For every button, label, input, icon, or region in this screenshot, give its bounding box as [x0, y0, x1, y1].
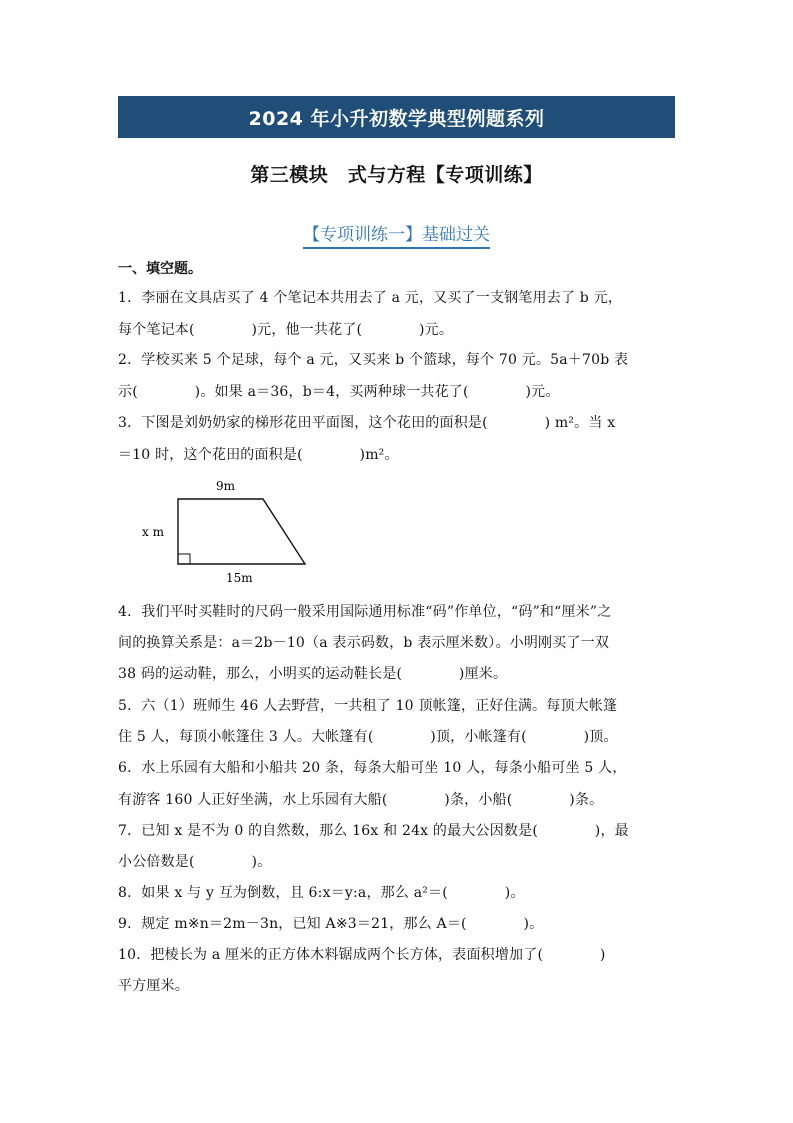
part-heading: 一、填空题。 [118, 261, 202, 277]
trapezoid-shape [178, 499, 305, 564]
height-label: x m [142, 525, 164, 539]
section-title-text: 【专项训练一】基础过关 [303, 220, 490, 249]
bottom-base-label: 15m [226, 571, 253, 585]
question-line: 8．如果 x 与 y 互为倒数，且 6:x＝y:a，那么 a²＝( )。 [118, 885, 525, 901]
banner-title: 2024 年小升初数学典型例题系列 [248, 107, 545, 130]
question-line: 10．把棱长为 a 厘米的正方体木料锯成两个长方体，表面积增加了( ) [118, 947, 606, 963]
question-line: ＝10 时，这个花田的面积是( )m²。 [118, 447, 399, 463]
question-line: 4．我们平时买鞋时的尺码一般采用国际通用标准“码”作单位，“码”和“厘米”之 [118, 604, 612, 620]
section-title [0, 220, 793, 249]
question-line: 5．六（1）班师生 46 人去野营，一共租了 10 顶帐篷，正好住满。每顶大帐篷 [118, 698, 618, 714]
question-line: 1．李丽在文具店买了 4 个笔记本共用去了 a 元，又买了一支钢笔用去了 b 元， [118, 290, 623, 306]
question-line: 2．学校买来 5 个足球，每个 a 元，又买来 b 个篮球，每个 70 元。5a＋70b 表 [118, 352, 629, 368]
question-line: 38 码的运动鞋，那么，小明买的运动鞋长是( )厘米。 [118, 666, 508, 682]
question-line: 每个笔记本( )元，他一共花了( )元。 [118, 322, 454, 338]
question-line: 住 5 人，每顶小帐篷住 3 人。大帐篷有( )顶，小帐篷有( )顶。 [118, 729, 618, 745]
question-line: 9．规定 m※n＝2m－3n，已知 A※3＝21，那么 A＝( )。 [118, 916, 544, 932]
question-line: 小公倍数是( )。 [118, 854, 272, 870]
title-banner [118, 96, 675, 138]
trapezoid-figure [140, 476, 320, 588]
right-angle-mark [178, 554, 190, 564]
question-line: 6．水上乐园有大船和小船共 20 条，每条大船可坐 10 人，每条小船可坐 5 人， [118, 760, 627, 776]
module-title: 第三模块 式与方程【专项训练】 [250, 164, 543, 186]
question-line: 3．下图是刘奶奶家的梯形花田平面图，这个花田的面积是( ) m²。当 x [118, 415, 616, 431]
question-line: 有游客 160 人正好坐满，水上乐园有大船( )条，小船( )条。 [118, 792, 604, 808]
question-line: 间的换算关系是：a＝2b－10（a 表示码数，b 表示厘米数）。小明刚买了一双 [118, 635, 610, 651]
top-base-label: 9m [216, 479, 236, 493]
question-line: 7．已知 x 是不为 0 的自然数，那么 16x 和 24x 的最大公因数是( )，最 [118, 823, 629, 839]
question-line: 示( )。如果 a＝36，b＝4，买两种球一共花了( )元。 [118, 384, 560, 400]
question-line: 平方厘米。 [118, 978, 189, 994]
